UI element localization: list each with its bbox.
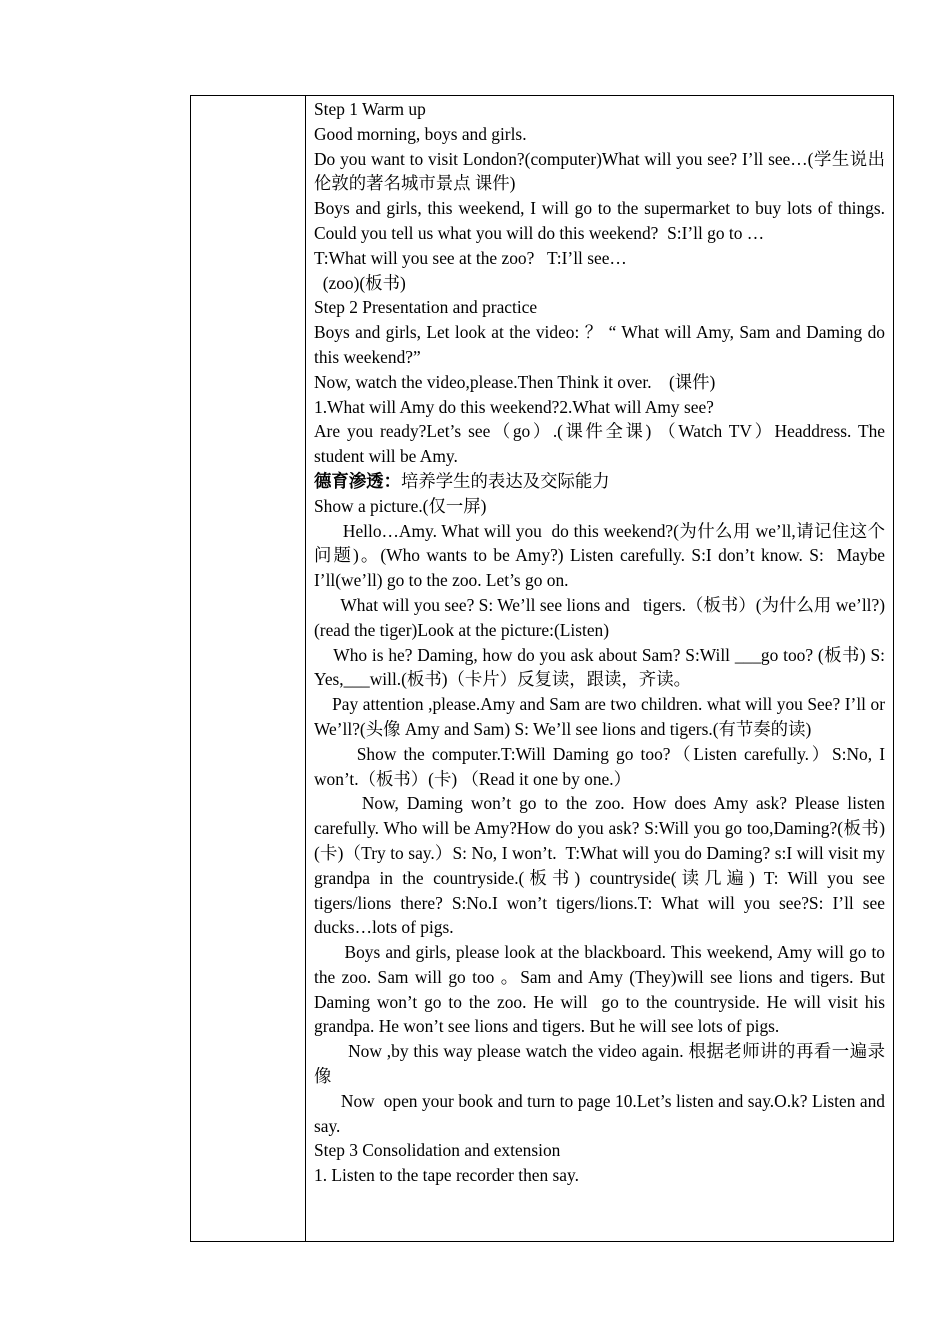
paragraph-text: Now, Daming won’t go to the zoo. How does Amy ask? Please listen carefully. Who will be Amy?How do you ask? S:Will you go too,Daming?(板书)(卡)（Try to say.）S: No, I won’t. T:What will you do Daming? s:I will visit my grandpa in the countryside.(板书) countryside(读几遍) T: Will you see tigers/lions there? S:No.I won’t tigers/lions.T: What will you see?S: I’ll see ducks…lots of pigs.	[314, 793, 890, 938]
paragraph	[314, 791, 890, 940]
paragraph-text: Boys and girls, this weekend, I will go to the supermarket to buy lots of things. Could you tell us what you will do this weekend? S:I’ll go to …	[314, 198, 890, 243]
paragraph	[314, 1163, 885, 1188]
paragraph-text: Pay attention ,please.Amy and Sam are two children. what will you See? I’ll or We’ll?(头像 Amy and Sam) S: We’ll see lions and tigers.(有节奏的读)	[314, 694, 890, 739]
paragraph-text: Boys and girls, please look at the blackboard. This weekend, Amy will go to the zoo. Sam will go too 。Sam and Amy (They)will see lions and tigers. But Daming won’t go to the zoo. He will go to the countryside. He will visit his grandpa. He won’t see lions and tigers. But he will see lots of pigs.	[314, 942, 890, 1037]
paragraph	[314, 692, 890, 742]
paragraph	[314, 1039, 885, 1089]
paragraph-text: Now, watch the video,please.Then Think it over. (课件)	[314, 371, 716, 392]
paragraph	[314, 395, 885, 420]
lesson-plan-table	[190, 95, 894, 1242]
paragraph	[314, 246, 885, 271]
paragraph	[314, 593, 890, 643]
paragraph	[314, 320, 890, 370]
paragraph-text: Hello…Amy. What will you do this weekend?(为什么用 we’ll,请记住这个问题)。(Who wants to be Amy?) Listen carefully. S:I don’t know. S: Maybe I’ll(we’ll) go to the zoo. Let’s go on.	[314, 520, 890, 591]
paragraph	[314, 147, 885, 197]
paragraph	[314, 940, 890, 1039]
paragraph	[314, 1089, 890, 1139]
paragraph-text: Good morning, boys and girls.	[314, 123, 527, 144]
paragraph-text: What will you see? S: We’ll see lions and tigers.（板书）(为什么用 we’ll?) (read the tiger)Look at the picture:(Listen)	[314, 594, 890, 640]
paragraph-text: Who is he? Daming, how do you ask about Sam? S:Will ___go too? (板书) S: Yes,___will.(板书)（卡片）反复读，跟读，齐读。	[314, 644, 889, 690]
paragraph-text: Show a picture.(仅一屏)	[314, 495, 487, 516]
paragraph-text: 1. Listen to the tape recorder then say.	[314, 1165, 579, 1186]
paragraph	[314, 519, 890, 593]
paragraph	[314, 1138, 885, 1163]
paragraph-text: Now ,by this way please watch the video again. 根据老师讲的再看一遍录像	[314, 1041, 885, 1087]
paragraph-text: Are you ready?Let’s see（go）.(课件全课) （Watch TV）Headdress. The student will be Amy.	[314, 421, 890, 467]
paragraph	[314, 643, 889, 693]
paragraph	[314, 742, 890, 792]
paragraph-text: T:What will you see at the zoo? T:I’ll see…	[314, 247, 627, 268]
paragraph	[314, 97, 885, 122]
paragraph	[314, 370, 885, 395]
paragraph	[314, 469, 885, 494]
left-empty-cell	[191, 96, 306, 1241]
lesson-content-cell	[306, 96, 893, 1241]
paragraph-text: Step 3 Consolidation and extension	[314, 1140, 561, 1161]
paragraph-text: Do you want to visit London?(computer)What will you see? I’ll see…(学生说出伦敦的著名城市景点 课件)	[314, 148, 885, 194]
paragraph-text: Boys and girls, Let look at the video: ？ “ What will Amy, Sam and Daming do this weekend?”	[314, 322, 890, 367]
paragraph	[314, 196, 890, 246]
paragraph	[314, 494, 885, 519]
paragraph-text: 培养学生的表达及交际能力	[400, 470, 610, 491]
paragraph-text: Step 2 Presentation and practice	[314, 297, 538, 318]
paragraph	[314, 122, 885, 147]
paragraph	[314, 271, 885, 296]
paragraph-text: Show the computer.T:Will Daming go too?（Listen carefully.）S:No, I won’t.（板书）(卡) （Read it one by one.）	[314, 743, 890, 789]
bold-label: 德育渗透：	[314, 470, 401, 491]
paragraph	[314, 419, 890, 469]
paragraph-text: (zoo)(板书)	[314, 272, 406, 293]
paragraph-text: Now open your book and turn to page 10.Let’s listen and say.O.k? Listen and say.	[314, 1090, 890, 1136]
paragraph-text: 1.What will Amy do this weekend?2.What will Amy see?	[314, 396, 714, 417]
paragraph-text: Step 1 Warm up	[314, 99, 426, 119]
paragraph	[314, 295, 885, 320]
